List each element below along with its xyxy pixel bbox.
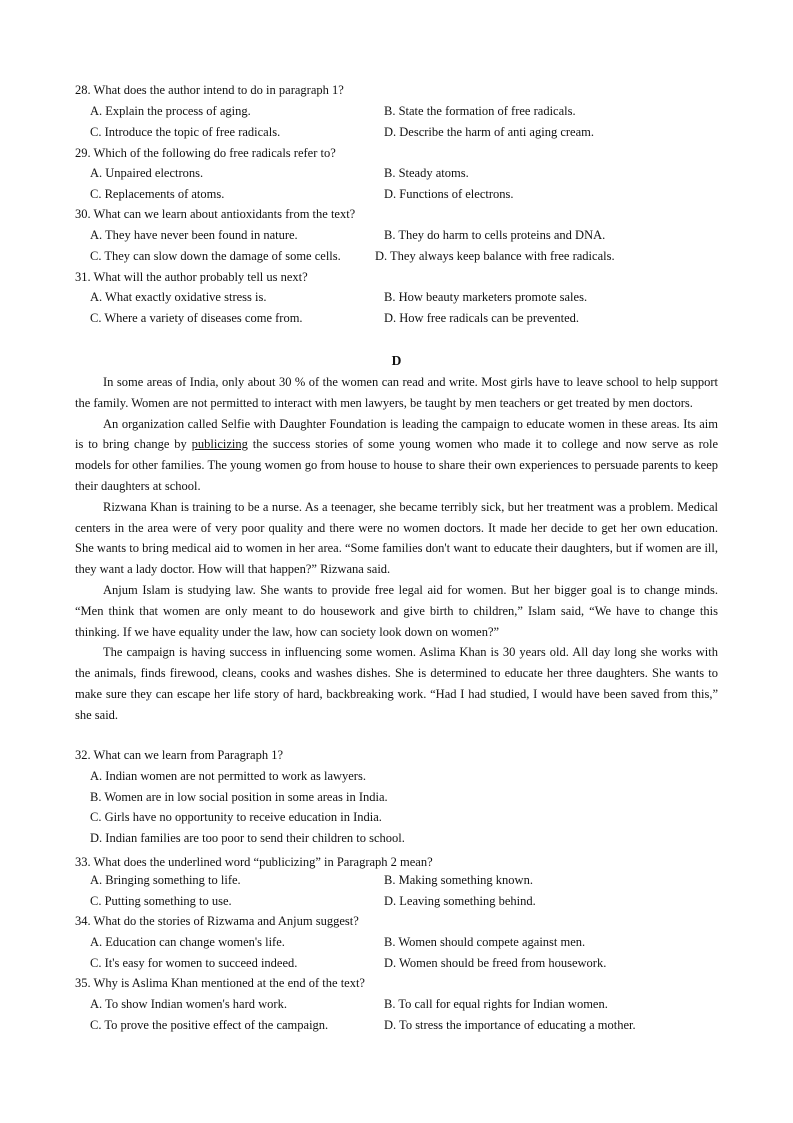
question-32-option-a: A. Indian women are not permitted to work as lawyers.: [90, 769, 366, 783]
question-31-option-a: A. What exactly oxidative stress is.: [90, 290, 267, 304]
question-32-stem: 32. What can we learn from Paragraph 1?: [75, 748, 284, 762]
question-28-option-b: B. State the formation of free radicals.: [384, 104, 576, 118]
question-31-option-d: D. How free radicals can be prevented.: [384, 311, 580, 325]
question-35-option-d: D. To stress the importance of educating a mother.: [384, 1018, 636, 1032]
question-35-stem: 35. Why is Aslima Khan mentioned at the end of the text?: [75, 976, 365, 990]
question-33-option-a: A. Bringing something to life.: [90, 873, 241, 887]
question-30-option-c: C. They can slow down the damage of some cells.: [90, 249, 341, 263]
question-35-option-a: A. To show Indian women's hard work.: [90, 997, 287, 1011]
question-31-stem: 31. What will the author probably tell us next?: [75, 270, 308, 284]
passage-paragraph-2: [75, 414, 718, 497]
paragraph-2-text-after: the success stories of some young women who made it to college and now serve as role models for other families. The young women go from house to house to share their own experiences to persuade parents to keep their daughters at school.: [75, 437, 719, 493]
question-34-option-b: B. Women should compete against men.: [384, 935, 586, 949]
section-title: D: [391, 353, 402, 368]
question-34-option-a: A. Education can change women's life.: [90, 935, 285, 949]
question-29-option-d: D. Functions of electrons.: [384, 187, 514, 201]
question-35-option-b: B. To call for equal rights for Indian women.: [384, 997, 608, 1011]
question-33-option-d: D. Leaving something behind.: [384, 894, 536, 908]
question-28-option-c: C. Introduce the topic of free radicals.: [90, 125, 281, 139]
question-33-stem: 33. What does the underlined word “publicizing” in Paragraph 2 mean?: [75, 855, 433, 869]
question-34-option-c: C. It's easy for women to succeed indeed.: [90, 956, 298, 970]
question-32-option-d: D. Indian families are too poor to send their children to school.: [90, 831, 405, 845]
question-32-option-b: B. Women are in low social position in some areas in India.: [90, 790, 388, 804]
question-32-option-c: C. Girls have no opportunity to receive education in India.: [90, 810, 382, 824]
question-29-stem: 29. Which of the following do free radicals refer to?: [75, 146, 336, 160]
question-30-option-b: B. They do harm to cells proteins and DNA.: [384, 228, 606, 242]
passage-paragraph-4: Anjum Islam is studying law. She wants to provide free legal aid for women. But her bigger goal is to change minds. “Men think that women are only meant to do housework and give birth to children,” Islam said, “We have to change this thinking. If we have equality under the law, how can society look down on women?”: [75, 582, 718, 639]
question-33-option-c: C. Putting something to use.: [90, 894, 232, 908]
question-35-option-c: C. To prove the positive effect of the campaign.: [90, 1018, 329, 1032]
question-34-stem: 34. What do the stories of Rizwama and Anjum suggest?: [75, 914, 359, 928]
question-29-option-a: A. Unpaired electrons.: [90, 166, 204, 180]
reading-passage: [75, 372, 718, 726]
question-31-option-b: B. How beauty marketers promote sales.: [384, 290, 588, 304]
passage-paragraph-1: In some areas of India, only about 30 % of the women can read and write. Most girls have to leave school to help support the family. Women are not permitted to interact with men lawyers, be taught by men teachers or get treated by men doctors.: [75, 375, 718, 410]
question-28-option-d: D. Describe the harm of anti aging cream.: [384, 125, 594, 139]
question-30-option-a: A. They have never been found in nature.: [90, 228, 298, 242]
question-31-option-c: C. Where a variety of diseases come from.: [90, 311, 303, 325]
question-33-option-b: B. Making something known.: [384, 873, 533, 887]
underlined-word: publicizing: [191, 437, 248, 452]
passage-paragraph-5: The campaign is having success in influencing some women. Aslima Khan is 30 years old. All day long she works with the animals, finds firewood, cleans, cooks and washes dishes. She is determined to educate her three daughters. She wants to make sure they can escape her life story of hard, backbreaking work. “Had I had studied, I would have been saved from this,” she said.: [75, 645, 718, 722]
question-34-option-d: D. Women should be freed from housework.: [384, 956, 607, 970]
paragraph-2-text-before: An organization called Selfie with Daughter Foundation is leading the campaign to educate women in these areas. Its aim is to bring change by: [75, 416, 718, 452]
question-29-option-c: C. Replacements of atoms.: [90, 187, 225, 201]
question-29-option-b: B. Steady atoms.: [384, 166, 469, 180]
question-30-stem: 30. What can we learn about antioxidants from the text?: [75, 207, 356, 221]
question-28-option-a: A. Explain the process of aging.: [90, 104, 251, 118]
question-28-stem: 28. What does the author intend to do in paragraph 1?: [75, 83, 344, 97]
question-30-option-d: D. They always keep balance with free radicals.: [375, 249, 615, 263]
passage-paragraph-3: Rizwana Khan is training to be a nurse. As a teenager, she became terribly sick, but her treatment was a problem. Medical centers in the area were of very poor quality and there were no women doctors. It made her decide to get her own education. She wants to bring medical aid to women in her area. “Some families don't want to educate their daughters, but if women are ill, they want a lady doctor. How will that happen?” Rizwana said.: [75, 499, 718, 577]
